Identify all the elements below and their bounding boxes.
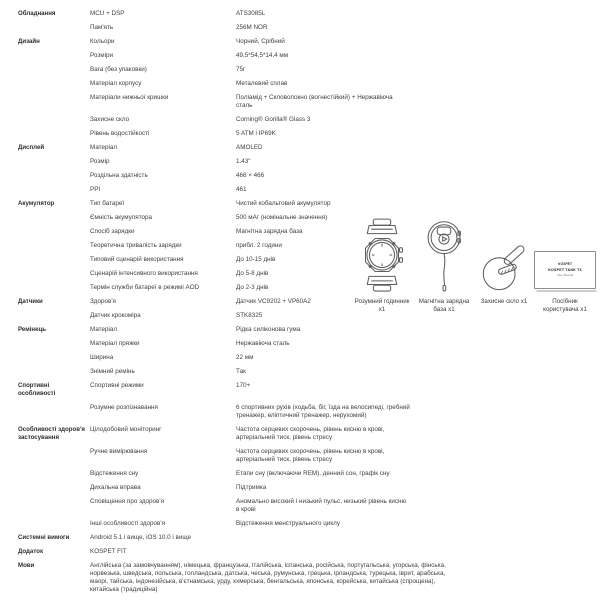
package-item-caption: Розумний годинник x1 [354,298,410,313]
spec-row [18,368,590,376]
spec-value: Чистий кобальтовий акумулятор [236,200,331,207]
category-label: Акумулятор [18,200,55,207]
package-item-caption: Посібник користувача x1 [543,298,587,313]
spec-label: Матеріал [90,326,118,333]
manual-card [534,251,596,289]
spec-label: Ручне вимірювання [90,448,148,455]
spec-row [18,520,590,528]
spec-label: Сповіщення про здоров'я [90,498,164,505]
category-label [18,172,90,180]
category-label: Спортивні особливості [18,382,56,397]
spec-label: Дихальна вправа [90,484,141,491]
category-label [18,312,90,320]
spec-value: Чорний, Срібний [236,38,285,45]
spec-label: Захисне скло [90,116,130,123]
spec-label: Сценарій інтенсивного використання [90,270,198,277]
spec-value: Так [236,368,246,375]
spec-value: 6 спортивних рухів (ходьба, біг, їзда на велосипеді, гребний тренажер, еліптичний тренажер, нерухомий) [236,404,410,419]
spec-value: AMOLED [236,144,263,151]
spec-label: Англійська (за замовчуванням), німецька, французька, італійська, іспанська, російська, португальська, угорська, фінська, норвезька, шведська, польська, голландська, датська, чеська, румунська, грецька, ірландська, турецька, іврит, арабська, маорі, тайська, індонезійська, в'єтнамська, урду, кхмерська, бенгальська, японська, корейська, китайська (спрощена), китайська (традиційна) [90,562,446,593]
category-label: Обладнання [18,10,56,17]
spec-label: Матеріал [90,144,118,151]
spec-label: Вага (без упаковки) [90,66,147,73]
spec-row [18,80,590,88]
category-label: Дизайн [18,38,40,45]
spec-row [18,498,590,514]
spec-value: Підтримка [236,484,267,491]
spec-row [18,130,590,138]
spec-row [18,340,590,348]
category-label [18,520,90,528]
spec-value: Частота серцевих скорочень, рівень кисню в крові, артеріальний тиск, рівень стресу [236,426,385,441]
spec-row [18,116,590,124]
spec-label: Датчик крокоміра [90,312,141,319]
spec-label: Матеріали нижньої кришки [90,94,169,101]
category-label [18,66,90,74]
spec-value: 256M NOR [236,24,268,31]
charging-base-icon [417,216,471,292]
smartwatch-icon [355,216,409,292]
category-label [18,498,90,514]
spec-value: Магнітна зарядна база [236,228,303,235]
spec-label: Матеріал корпусу [90,80,142,87]
spec-label: Розумне розпізнавання [90,404,158,411]
package-item-user-manual [533,216,597,313]
category-label [18,94,90,110]
package-item-caption: Захисне скло x1 [480,298,528,305]
category-label [18,186,90,194]
spec-label: Матеріал пряжки [90,340,140,347]
category-label [18,484,90,492]
spec-label: Знімний ремінь [90,368,135,375]
spec-row [18,548,590,556]
spec-label: Android 5.1 і вище, iOS 10.0 і вище [90,534,191,541]
spec-row [18,354,590,362]
spec-row [18,484,590,492]
spec-row [18,172,590,180]
category-label: Датчики [18,298,43,305]
spec-value: Етапи сну (включаючи REM), денний сон, графік сну [236,470,390,477]
spec-value: Частота серцевих скорочень, рівень кисню в крові, артеріальний тиск, рівень стресу [236,448,385,463]
spec-label: Типовий сценарій використання [90,256,184,263]
spec-value: прибл. 2 години [236,242,282,249]
manual-brand-logo: KOSPET [558,262,572,267]
spec-row [18,470,590,478]
spec-row [18,38,590,46]
spec-row [18,52,590,60]
spec-label: Рівень водостійкості [90,130,150,137]
spec-label: Цілодобовий моніторинг [90,426,162,433]
spec-row [18,158,590,166]
spec-value: 1.43" [236,158,251,165]
spec-label: Ємність акумулятора [90,214,153,221]
spec-value: 49,5*54,5*14,4 мм [236,52,289,59]
spec-row [18,312,590,320]
spec-label: Інші особливості здоров'я [90,520,166,527]
spec-value: ATS3085L [236,10,266,17]
spec-label: Спосіб зарядки [90,228,135,235]
spec-value: Датчик VC9202 + VP60A2 [236,298,311,305]
spec-value: До 2-3 днів [236,284,269,291]
category-label [18,242,90,250]
category-label [18,354,90,362]
spec-value: 170+ [236,382,251,389]
category-label [18,340,90,348]
spec-row [18,24,590,32]
category-label: Системні вимоги [18,534,70,541]
spec-label: Кольори [90,38,115,45]
category-label [18,470,90,478]
spec-label: Пам'ять [90,24,114,31]
spec-row [18,448,590,464]
spec-row [18,562,590,594]
spec-row [18,382,590,398]
spec-label: Ширина [90,354,114,361]
spec-value: Відстеження менструального циклу [236,520,340,527]
spec-label: MCU + DSP [90,10,125,17]
spec-row [18,10,590,18]
spec-value: Нержавіюча сталь [236,340,290,347]
package-item-protective-glass [476,216,532,313]
category-label [18,158,90,166]
spec-row [18,144,590,152]
category-label [18,80,90,88]
package-item-charging-base [413,216,475,313]
spec-value: 461 [236,186,247,193]
spec-row [18,426,590,442]
spec-label: KOSPET FIT [90,548,127,555]
category-label: Додаток [18,548,43,555]
spec-label: Теоретична тривалість зарядки [90,242,182,249]
spec-label: Здоров'я [90,298,116,305]
spec-label: Відстеження сну [90,470,139,477]
spec-value: Аномально високий і низький пульс, низький рівень кисню в крові [236,498,407,513]
spec-value: 5 ATM і IP69K [236,130,276,137]
category-label: Ремінець [18,326,46,333]
spec-value: Corning® Gorilla® Glass 3 [236,116,311,123]
spec-value: 466 × 466 [236,172,265,179]
spec-value: До 5-8 днів [236,270,269,277]
category-label [18,228,90,236]
spec-label: Роздільна здатність [90,172,148,179]
spec-value: 500 мАг (номінальне значення) [236,214,328,221]
spec-row [18,326,590,334]
spec-row [18,186,590,194]
category-label: Дисплей [18,144,45,151]
protective-glass-icon [477,216,531,292]
spec-row [18,94,590,110]
category-label [18,448,90,464]
manual-model-title: KOSPET TANK T3 [548,268,582,273]
category-label [18,24,90,32]
spec-row [18,66,590,74]
spec-row [18,534,590,542]
spec-value: Поліамід + Скловолокно (вогнестійкий) + Нержавіюча сталь [236,94,393,109]
category-label [18,404,90,420]
user-manual-icon [534,216,596,292]
spec-value: STK8325 [236,312,263,319]
spec-value: Рідка силіконова гума [236,326,301,333]
category-label [18,52,90,60]
spec-label: Розміри [90,52,113,59]
category-label: Особливості здоров'я застосування [18,426,85,441]
category-label [18,214,90,222]
manual-subtitle: User Manual [556,273,574,278]
spec-value: 75г [236,66,246,73]
spec-row [18,404,590,420]
spec-value: До 10-15 днів [236,256,276,263]
category-label [18,270,90,278]
category-label [18,256,90,264]
category-label [18,130,90,138]
category-label [18,284,90,292]
category-label [18,116,90,124]
package-contents [352,216,597,313]
spec-value: Металевий сплав [236,80,288,87]
spec-label: Спортивні режими [90,382,144,389]
category-label [18,368,90,376]
spec-row [18,200,590,208]
spec-label: Тип батареї [90,200,125,207]
package-item-caption: Магнітна зарядна база x1 [418,298,470,313]
category-label: Мови [18,562,35,569]
spec-label: Розмір [90,158,110,165]
spec-label: Термін служби батареї в режимі AOD [90,284,200,291]
spec-label: PPI [90,186,101,193]
spec-value: 22 мм [236,354,254,361]
package-item-watch [352,216,412,313]
